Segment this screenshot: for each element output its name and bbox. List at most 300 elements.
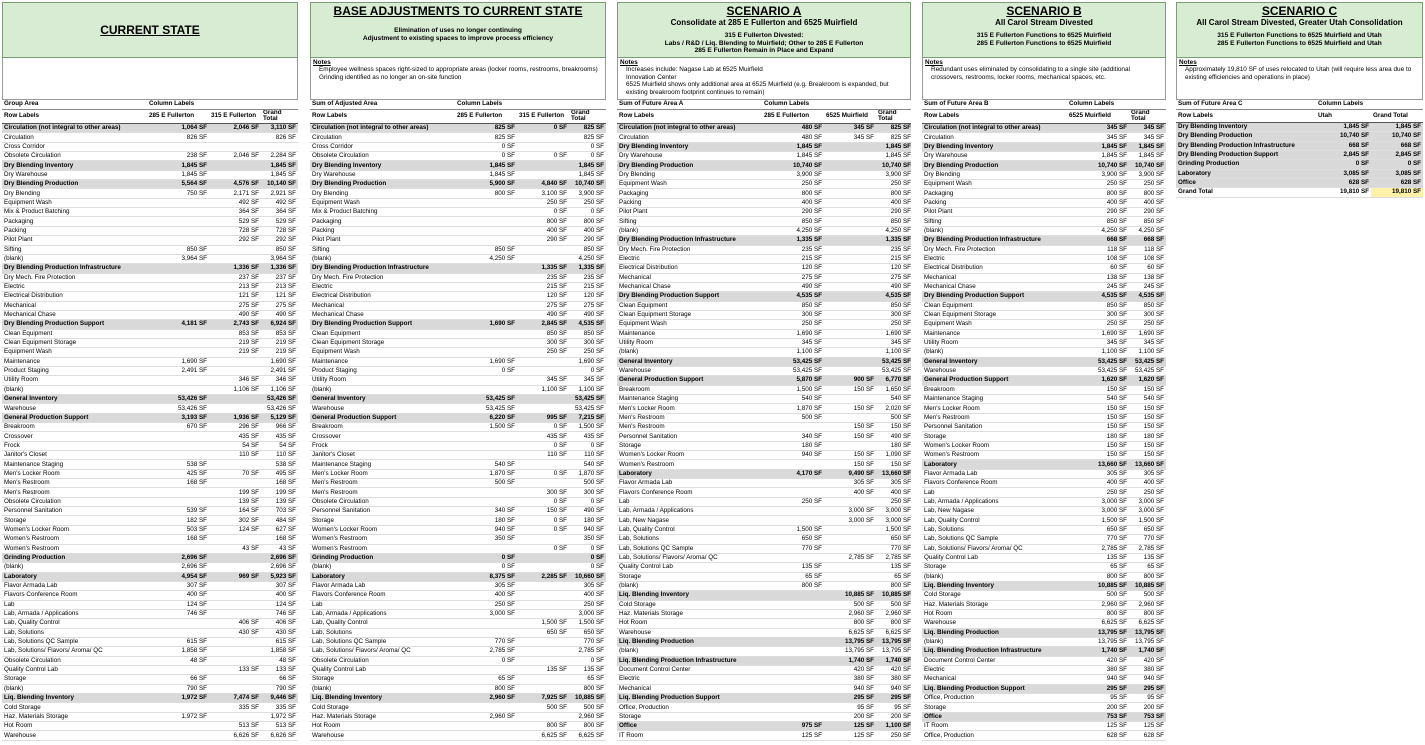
cell-value: 2,960 SF [455,712,517,721]
cell-value: 345 SF [876,338,911,347]
row-label: Janitor's Closet [2,451,147,460]
row-label: (blank) [617,348,762,357]
panel-header [310,2,606,58]
cell-value: 150 SF [1129,451,1166,460]
cell-value: 135 SF [517,665,569,674]
cell-value: 120 SF [876,264,911,273]
cell-value: 345 SF [1129,338,1166,347]
cell-value: 53,425 SF [762,366,824,375]
cell-value: 135 SF [1129,553,1166,562]
table-row [310,619,606,628]
cell-value: 0 SF [455,366,517,375]
cell-value: 10,740 SF [1371,132,1423,141]
cell-value [824,180,876,189]
cell-value: 1,335 SF [762,236,824,245]
cell-value: 1,858 SF [261,647,298,656]
row-label: Dry Blending [922,170,1067,179]
cell-value [517,479,569,488]
table-row [922,254,1166,263]
cell-value: 1,064 SF [147,124,209,133]
table-row [310,488,606,497]
row-label: Product Staging [310,366,455,375]
cell-value [824,581,876,590]
panel-description [923,32,1165,47]
cell-value [147,665,209,674]
cell-value [147,236,209,245]
row-label: Dry Warehouse [617,152,762,161]
row-label: IT Room [922,722,1067,731]
row-label: Lab, New Nagase [617,516,762,525]
table-header-row [1176,100,1423,109]
row-label: Mechanical [617,273,762,282]
cell-value: 6,625 SF [1067,619,1129,628]
table-row [310,208,606,217]
row-labels-header: Row Labels [1176,109,1316,122]
cell-value: 1,100 SF [876,722,911,731]
row-label: Laboratory [1176,169,1316,178]
cell-value [455,376,517,385]
cell-value: 53,425 SF [876,357,911,366]
cell-value [455,441,517,450]
cell-value: 168 SF [147,479,209,488]
group-row [922,292,1166,301]
table-row [617,544,911,553]
table-row [310,292,606,301]
cell-value: 2,696 SF [147,563,209,572]
cell-value: 850 SF [1067,301,1129,310]
cell-value [517,366,569,375]
table-row [310,591,606,600]
cell-value: 540 SF [876,395,911,404]
cell-value [455,544,517,553]
group-row [310,413,606,422]
cell-value: 0 SF [569,152,606,161]
cell-value [824,441,876,450]
table-row [310,245,606,254]
cell-value [824,348,876,357]
row-label: Haz. Materials Storage [617,609,762,618]
cell-value: 1,845 SF [569,170,606,179]
cell-value: 2,046 SF [209,124,261,133]
cell-value: 139 SF [261,497,298,506]
table-row [617,488,911,497]
pivot-table [922,100,1166,741]
cell-value: 150 SF [1067,441,1129,450]
row-label: Dry Blending Production [2,180,147,189]
table-row [922,619,1166,628]
column-header: Grand Total [876,109,911,123]
cell-value: 1,870 SF [762,404,824,413]
cell-value: 180 SF [569,516,606,525]
cell-value: 3,000 SF [1067,507,1129,516]
cell-value: 650 SF [517,628,569,637]
cell-value [455,619,517,628]
cell-value: 500 SF [517,703,569,712]
table-row [922,273,1166,282]
table-row [922,320,1166,329]
column-header: 315 E Fullerton [209,109,261,123]
cell-value [209,133,261,142]
cell-value: 19,810 SF [1316,188,1371,197]
cell-value: 305 SF [876,479,911,488]
cell-value [209,479,261,488]
cell-value [824,563,876,572]
cell-value: 302 SF [209,516,261,525]
row-label: Men's Restroom [922,413,1067,422]
cell-value: 430 SF [209,628,261,637]
cell-value: 3,000 SF [1129,507,1166,516]
table-row [922,413,1166,422]
table-row [617,133,911,142]
cell-value [455,264,517,273]
cell-value: 2,845 SF [1316,150,1371,159]
cell-value: 500 SF [876,600,911,609]
cell-value: 6,626 SF [209,731,261,740]
cell-value: 10,660 SF [569,572,606,581]
cell-value: 0 SF [455,563,517,572]
cell-value: 0 SF [517,525,569,534]
cell-value: 1,845 SF [1129,142,1166,151]
cell-value: 0 SF [569,544,606,553]
cell-value: 1,858 SF [147,647,209,656]
row-label: General Production Support [922,376,1067,385]
cell-value: 65 SF [762,572,824,581]
cell-value: 490 SF [876,432,911,441]
cell-value: 168 SF [261,535,298,544]
row-label: Office [922,712,1067,721]
cell-value: 538 SF [147,460,209,469]
cell-value [824,142,876,151]
cell-value: 4,535 SF [762,292,824,301]
cell-value [209,600,261,609]
cell-value: 135 SF [762,563,824,572]
cell-value: 95 SF [876,703,911,712]
table-row [617,731,911,740]
cell-value: 4,840 SF [517,180,569,189]
table-row [922,338,1166,347]
group-row [2,320,298,329]
cell-value: 300 SF [1067,310,1129,319]
table-row [310,507,606,516]
cell-value [209,404,261,413]
cell-value [517,460,569,469]
column-header: 315 E Fullerton [517,109,569,123]
cell-value: 940 SF [1067,675,1129,684]
table-row [310,404,606,413]
cell-value: 0 SF [455,152,517,161]
cell-value: 0 SF [569,441,606,450]
cell-value: 1,740 SF [1067,647,1129,656]
cell-value: 307 SF [147,581,209,590]
cell-value: 825 SF [876,133,911,142]
table-row [310,432,606,441]
row-label: Mechanical [617,684,762,693]
row-label: Cross Corridor [310,142,455,151]
row-label: Obsolete Circulation [310,497,455,506]
cell-value [517,161,569,170]
table-row [2,254,298,263]
group-row [310,180,606,189]
cell-value: 346 SF [261,376,298,385]
cell-value: 200 SF [1129,703,1166,712]
table-row [922,133,1166,142]
row-label: Grinding Production [310,553,455,562]
cell-value: 200 SF [1067,703,1129,712]
row-label: Cold Storage [922,591,1067,600]
cell-value [209,684,261,693]
cell-value: 65 SF [1129,563,1166,572]
table-row [617,675,911,684]
row-label: Lab, Quality Control [2,619,147,628]
table-row [310,497,606,506]
cell-value: 9,490 SF [824,469,876,478]
cell-value: 110 SF [517,451,569,460]
cell-value: 1,845 SF [762,152,824,161]
cell-value [824,338,876,347]
cell-value [147,310,209,319]
row-label: General Inventory [922,357,1067,366]
row-label: Grinding Production [1176,160,1316,169]
row-label: Dry Warehouse [2,170,147,179]
group-row [617,637,911,646]
cell-value: 800 SF [569,722,606,731]
panel-notes [310,58,606,100]
cell-value: 305 SF [824,479,876,488]
cell-value: 540 SF [1067,395,1129,404]
description-line: 285 E Fullerton Functions to 6525 Muirfield and Utah [1217,39,1382,47]
cell-value: 199 SF [209,488,261,497]
cell-value [147,329,209,338]
row-label: Lab, Armada / Applications [617,507,762,516]
cell-value: 490 SF [569,507,606,516]
table-row [922,198,1166,207]
cell-value: 2,960 SF [876,609,911,618]
cell-value: 4,250 SF [455,254,517,263]
row-label: Quality Control Lab [922,553,1067,562]
column-header: 6525 Muirfield [824,109,876,123]
panel-subtitle: All Carol Stream Divested, Greater Utah Consolidation [1196,18,1403,27]
cell-value: 200 SF [824,712,876,721]
group-row [617,142,911,151]
cell-value: 0 SF [569,497,606,506]
row-label: Dry Mech. Fire Protection [310,273,455,282]
cell-value [455,310,517,319]
cell-value: 0 SF [569,656,606,665]
table-row [922,591,1166,600]
cell-value: 250 SF [1067,320,1129,329]
cell-value: 1,845 SF [261,170,298,179]
cell-value: 53,425 SF [762,357,824,366]
table-row [310,731,606,740]
column-labels: Column Labels [1316,100,1423,109]
cell-value: 540 SF [1129,395,1166,404]
table-row [617,329,911,338]
cell-value: 53,425 SF [1129,357,1166,366]
table-row [617,497,911,506]
cell-value: 800 SF [455,684,517,693]
cell-value [517,675,569,684]
cell-value: 1,620 SF [1067,376,1129,385]
cell-value: 295 SF [1129,684,1166,693]
cell-value: 1,972 SF [147,694,209,703]
table-row [2,637,298,646]
notes-heading: Notes [925,59,943,66]
description-line: 315 E Fullerton Divested: [724,32,804,39]
panel-header [2,2,298,58]
table-row [2,357,298,366]
cell-value: 2,785 SF [876,553,911,562]
cell-value: 6,625 SF [824,628,876,637]
cell-value: 215 SF [517,282,569,291]
cell-value: 250 SF [876,180,911,189]
row-label: Electric [922,254,1067,263]
cell-value [147,619,209,628]
cell-value: 1,845 SF [455,161,517,170]
cell-value [209,460,261,469]
row-label: Dry Blending Production Infrastructure [1176,141,1316,150]
row-label: Obsolete Circulation [310,152,455,161]
cell-value: 1,100 SF [1129,348,1166,357]
row-label: Flavors Conference Room [2,591,147,600]
cell-value [147,385,209,394]
cell-value [762,619,824,628]
table-row [2,189,298,198]
row-label: Lab [310,600,455,609]
cell-value: 6,625 SF [876,628,911,637]
cell-value [455,703,517,712]
cell-value: 1,500 SF [1129,516,1166,525]
table-header-row [2,100,298,109]
row-label: (blank) [922,572,1067,581]
cell-value: 250 SF [1067,180,1129,189]
cell-value [147,441,209,450]
table-row [922,366,1166,375]
table-row [310,329,606,338]
row-label: Women's Restroom [617,460,762,469]
cell-value: 400 SF [1129,198,1166,207]
table-row [2,376,298,385]
table-row [617,563,911,572]
table-row [310,525,606,534]
table-row [617,553,911,562]
table-row [2,170,298,179]
row-label: Dry Warehouse [922,152,1067,161]
row-label: Dry Mech. Fire Protection [2,273,147,282]
cell-value: 1,650 SF [876,385,911,394]
cell-value: 290 SF [517,236,569,245]
cell-value: 48 SF [147,656,209,665]
group-row [922,161,1166,170]
cell-value: 10,885 SF [569,694,606,703]
row-label: Lab, Quality Control [617,525,762,534]
cell-value: 800 SF [762,189,824,198]
table-row [617,479,911,488]
row-label: Obsolete Circulation [310,656,455,665]
row-label: Utility Room [2,376,147,385]
row-label: (blank) [2,563,147,572]
cell-value: 0 SF [455,553,517,562]
cell-value: 53,425 SF [569,395,606,404]
row-label: Laboratory [617,469,762,478]
row-label: Pilot Plant [2,236,147,245]
group-row [617,694,911,703]
cell-value: 2,696 SF [147,553,209,562]
cell-value: 940 SF [1129,675,1166,684]
table-row [2,423,298,432]
row-label: Lab, New Nagase [922,507,1067,516]
table-row [2,310,298,319]
cell-value: 2,960 SF [1067,600,1129,609]
table-row [922,245,1166,254]
cell-value: 484 SF [261,516,298,525]
table-row [310,142,606,151]
cell-value: 300 SF [517,338,569,347]
cell-value [517,395,569,404]
table-row [310,703,606,712]
cell-value: 1,845 SF [1316,122,1371,131]
cell-value [147,544,209,553]
cell-value [209,675,261,684]
cell-value: 3,000 SF [1129,497,1166,506]
row-label: Flavor Armada Lab [922,469,1067,478]
cell-value [517,133,569,142]
cell-value: 219 SF [209,348,261,357]
row-label: Packing [2,226,147,235]
table-row [617,301,911,310]
cell-value [209,170,261,179]
cell-value [455,198,517,207]
table-row [617,152,911,161]
cell-value [762,516,824,525]
cell-value: 250 SF [517,348,569,357]
row-label: Circulation (not integral to other areas) [310,124,455,133]
cell-value: 5,900 SF [455,180,517,189]
cell-value: 168 SF [261,479,298,488]
cell-value: 125 SF [824,722,876,731]
row-label: Circulation (not integral to other areas) [2,124,147,133]
cell-value [824,310,876,319]
cell-value: 1,106 SF [261,385,298,394]
cell-value: 1,335 SF [569,264,606,273]
cell-value: 770 SF [1129,535,1166,544]
cell-value [147,497,209,506]
table-row [922,404,1166,413]
cell-value: 295 SF [876,694,911,703]
cell-value: 250 SF [876,320,911,329]
table-row [617,619,911,628]
cell-value: 215 SF [762,254,824,263]
cell-value: 133 SF [209,665,261,674]
table-row [2,198,298,207]
table-row [2,226,298,235]
cell-value: 65 SF [569,675,606,684]
cell-value: 1,500 SF [569,619,606,628]
table-row [922,507,1166,516]
cell-value [455,329,517,338]
group-row [1176,169,1423,178]
cell-value [517,404,569,413]
cell-value: 1,690 SF [1129,329,1166,338]
cell-value: 650 SF [1067,525,1129,534]
cell-value: 0 SF [569,553,606,562]
table-row [310,423,606,432]
cell-value: 3,000 SF [455,609,517,618]
cell-value: 6,770 SF [876,376,911,385]
row-label: IT Room [617,731,762,740]
cell-value: 1,106 SF [209,385,261,394]
cell-value: 1,845 SF [261,161,298,170]
row-label: Obsolete Circulation [2,152,147,161]
